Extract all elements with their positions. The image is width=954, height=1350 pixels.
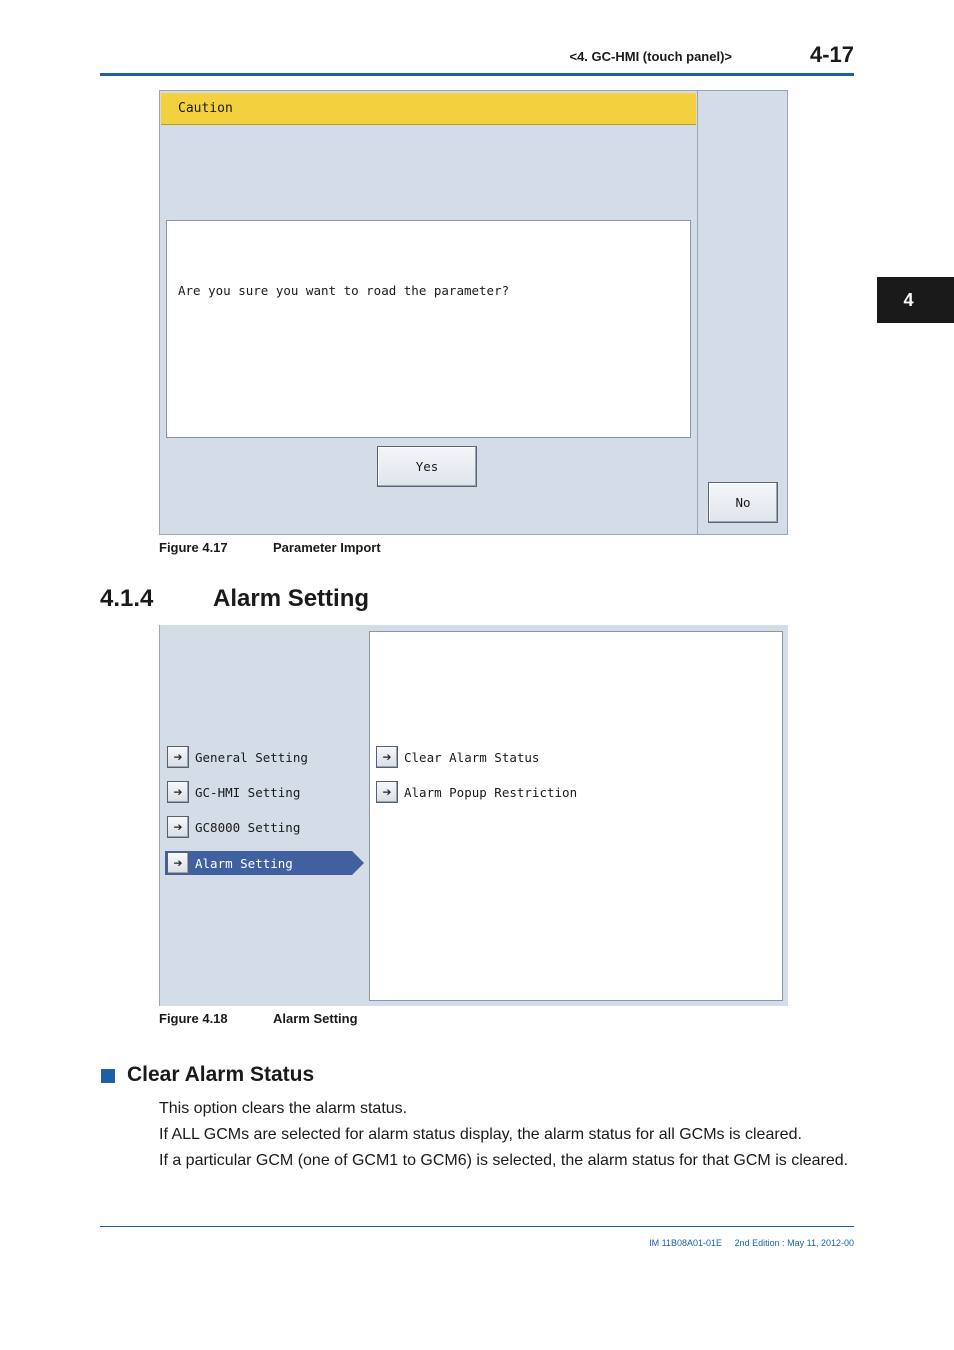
running-header-section: <4. GC-HMI (touch panel)>	[569, 49, 732, 64]
confirm-message: Are you sure you want to road the parameter?	[178, 283, 510, 298]
arrow-right-icon: ➔	[167, 852, 189, 874]
body-paragraph: This option clears the alarm status.	[159, 1100, 408, 1117]
menu-item-alarm-setting[interactable]	[167, 851, 293, 875]
header-rule	[100, 73, 854, 76]
figure-4-17-number: Figure 4.17	[159, 540, 228, 555]
menu-item-general-setting[interactable]	[167, 745, 308, 769]
submenu-panel	[369, 631, 783, 1001]
footer-edition: 2nd Edition : May 11, 2012-00	[734, 1238, 854, 1248]
submenu-label: Alarm Popup Restriction	[404, 784, 578, 800]
figure-4-18-number: Figure 4.18	[159, 1011, 228, 1026]
arrow-right-icon: ➔	[167, 816, 189, 838]
section-title: Alarm Setting	[213, 585, 370, 612]
arrow-right-icon: ➔	[376, 781, 398, 803]
caution-title-bar	[161, 93, 696, 125]
message-box	[166, 220, 691, 438]
footer-rule	[100, 1226, 854, 1227]
caution-dialog-screenshot	[159, 90, 788, 535]
menu-item-label: General Setting	[195, 749, 308, 765]
figure-4-18-title: Alarm Setting	[273, 1011, 358, 1026]
body-paragraph: If ALL GCMs are selected for alarm status display, the alarm status for all GCMs is cleared.	[159, 1126, 802, 1143]
no-button[interactable]: No	[708, 482, 778, 523]
chapter-tab	[877, 277, 954, 323]
alarm-setting-screenshot	[159, 625, 788, 1006]
footer-doc-id: IM 11B08A01-01E	[649, 1238, 723, 1248]
submenu-alarm-popup-restriction[interactable]	[376, 780, 577, 804]
submenu-clear-alarm-status[interactable]	[376, 745, 539, 769]
menu-item-label: GC-HMI Setting	[195, 784, 301, 800]
page-number: 4-17	[809, 42, 854, 67]
subsection-title: Clear Alarm Status	[127, 1063, 315, 1086]
body-paragraph: If a particular GCM (one of GCM1 to GCM6) is selected, the alarm status for that GCM is cleared.	[159, 1152, 849, 1169]
chapter-tab-number: 4	[903, 289, 914, 310]
menu-item-label: Alarm Setting	[195, 855, 293, 871]
arrow-right-icon: ➔	[167, 746, 189, 768]
menu-item-gc-hmi-setting[interactable]	[167, 780, 300, 804]
arrow-right-icon: ➔	[167, 781, 189, 803]
footer-doc-info	[600, 1238, 854, 1248]
menu-item-label: GC8000 Setting	[195, 819, 301, 835]
section-number: 4.1.4	[100, 585, 154, 612]
submenu-label: Clear Alarm Status	[404, 749, 540, 765]
caution-title: Caution	[178, 101, 233, 116]
yes-button[interactable]: Yes	[377, 446, 477, 487]
dialog-side-divider	[697, 91, 698, 534]
menu-item-gc8000-setting[interactable]	[167, 815, 300, 839]
figure-4-17-title: Parameter Import	[273, 540, 381, 555]
square-bullet-icon	[101, 1069, 115, 1083]
arrow-right-icon: ➔	[376, 746, 398, 768]
